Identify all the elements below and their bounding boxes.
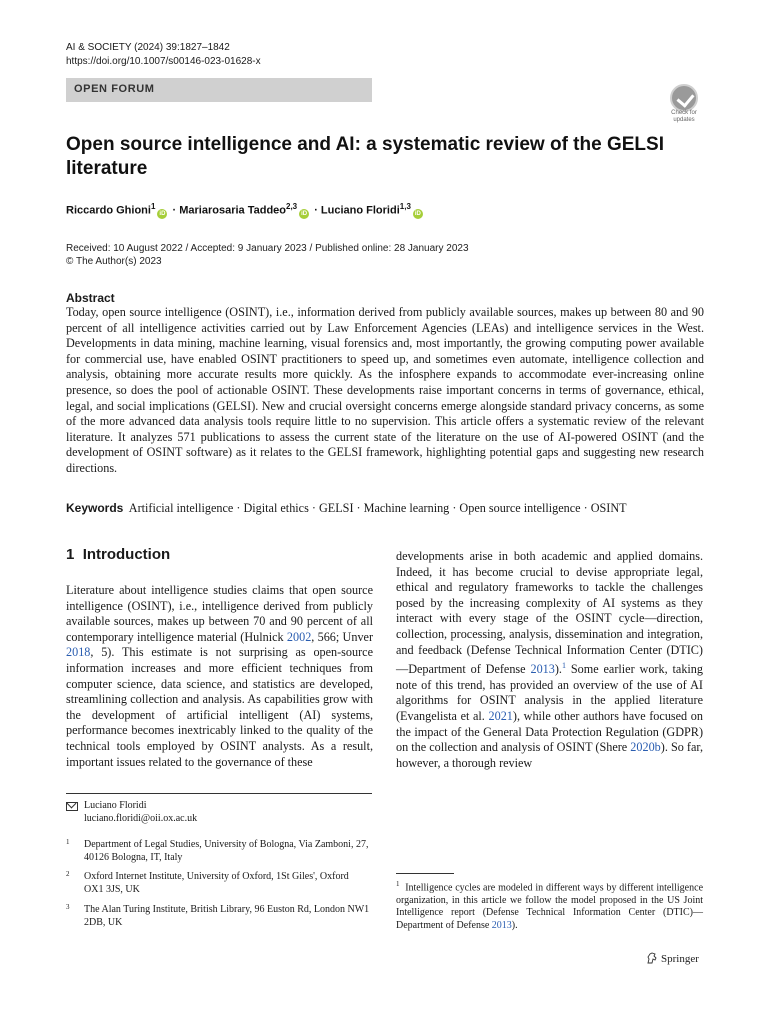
- doi-link[interactable]: https://doi.org/10.1007/s00146-023-01628-x: [66, 56, 261, 67]
- check-for-updates-badge[interactable]: [664, 84, 704, 124]
- abstract-text: Today, open source intelligence (OSINT), i.e., information derived from publicly available sources, makes up between 80 and 90 percent of all intelligence activities carried out by Law Enforcement Agencies (LEAs) and intelligence services in the West. Developments in data mining, machine learning, visual forensics and, most importantly, the growing computing power available for commercial use, have enabled OSINT practitioners to speed up, and sometimes even automate, intelligence collection and analysis, obtaining more accurate results more quickly. As the infosphere expands to accommodate ever-increasing online presence, so does the pool of actionable OSINT. These developments raise important concerns in terms of governance, ethical, legal, and social implications (GELSI). New and crucial oversight concerns emerge alongside standard privacy concerns, as some of the more advanced data analysis tools require little to no supervision. This article offers a systematic review of the relevant literature. It analyzes 571 publications to assess the current state of the literature on the use of AI-powered OSINT (and the development of OSINT software) as it relates to the GELSI framework, highlighting potential gaps and suggesting new research directions.: [66, 305, 704, 475]
- citation-link[interactable]: 2020b: [630, 740, 661, 755]
- citation-link[interactable]: 2013: [530, 662, 555, 677]
- citation-link[interactable]: 2021: [488, 709, 513, 723]
- dates-line: Received: 10 August 2022 / Accepted: 9 January 2023 / Published online: 28 January 2023: [66, 243, 469, 254]
- citation-link[interactable]: 2013: [491, 919, 512, 931]
- publisher-logo: [646, 952, 699, 965]
- orcid-icon[interactable]: iD: [414, 210, 421, 217]
- orcid-icon[interactable]: iD: [159, 210, 166, 217]
- abstract-heading: Abstract: [66, 291, 115, 305]
- open-forum-banner: [66, 78, 372, 102]
- keywords-text: Artificial intelligence · Digital ethics · GELSI · Machine learning · Open source intelligence · OSINT: [128, 501, 627, 515]
- author-name: Mariarosaria Taddeo: [179, 204, 286, 217]
- banner-label: OPEN FORUM: [74, 83, 155, 95]
- affiliation: 2 Oxford Internet Institute, University of Oxford, 1St Giles', Oxford OX1 3JS, UK: [66, 870, 349, 895]
- citation-link[interactable]: 2002: [286, 629, 312, 644]
- section-heading: 1 Introduction: [66, 546, 171, 563]
- keywords-label: Keywords: [66, 501, 124, 515]
- corresponding-author: Luciano Floridi: [84, 800, 147, 811]
- envelope-icon: [66, 802, 78, 811]
- intro-left-column: Literature about intelligence studies claims that open source intelligence (OSINT), i.e., intelligence derived from publicly available sources, makes up between 70 and 90 percent of all contemporary intelligence material (Hulnick 2002, 566; Unver 2018, 5). This estimate is not surprising as open-source information increases and more efficient techniques from computer science, data science, and statistics are developed, streamlining collection and analysis. As capabilities grow with the development of artificial intelligent (AI) systems, performance becomes inextricably linked to the quality of the technical tools employed by OSINT analysts. As a result, important issues related to the governance of these: [66, 583, 374, 769]
- springer-horse-icon: [646, 952, 658, 964]
- footnote-divider: [396, 873, 454, 874]
- affiliation: 1 Department of Legal Studies, University of Bologna, Via Zamboni, 27, 40126 Bologna, IT, Italy: [66, 838, 369, 863]
- author-name: Luciano Floridi: [320, 204, 400, 217]
- article-title: Open source intelligence and AI: a systematic review of the GELSI literature: [66, 134, 664, 179]
- copyright-line: © The Author(s) 2023: [66, 256, 162, 267]
- corresponding-email[interactable]: luciano.floridi@oii.ox.ac.uk: [84, 813, 198, 824]
- correspondence: [66, 799, 197, 825]
- check-badge-text: Check for updates: [671, 110, 697, 123]
- journal-citation: AI & SOCIETY (2024) 39:1827–1842: [66, 42, 230, 53]
- affiliation: 3 The Alan Turing Institute, British Library, 96 Euston Rd, London NW1 2DB, UK: [66, 903, 370, 928]
- check-icon: [670, 84, 698, 112]
- author-name: Riccardo Ghioni: [66, 204, 151, 217]
- citation-link[interactable]: 2018: [66, 645, 91, 660]
- footnote-divider: [66, 793, 372, 794]
- orcid-icon[interactable]: iD: [301, 210, 308, 217]
- author-list: Riccardo Ghioni$^1$iD · Mariarosaria Taddeo$^{2,3}$iD · Luciano Floridi$^{1,3}$iD: [66, 202, 421, 217]
- intro-right-column: developments arise in both academic and applied domains. Indeed, it has become crucial to devise appropriate legal, ethical and regulatory frameworks to tackle the challenges posed by the increasing complexity of AI systems as they interact with every stage of the OSINT cycle—direction, collection, processing, analysis, dissemination and integration, and feedback (Defense Technical Information Center (DTIC)—Department of Defense 2013).$^1$ Some earlier work, taking note of this trend, has provided an overview of the use of AI algorithms for OSINT analysis in the applied literature (Evangelista et al. 2021), while other authors have focused on the impact of the General Data Protection Regulation (GDPR) on the collection and analysis of OSINT (Shere 2020b). So far, however, a thorough review: [396, 549, 703, 770]
- publication-dates: [66, 242, 469, 268]
- keywords: [66, 500, 706, 516]
- publisher-name: Springer: [661, 953, 699, 965]
- footnote-marker[interactable]: 1: [561, 661, 566, 671]
- footnote: $^1$ Intelligence cycles are modeled in different ways by different intelligence organization, in this article we follow the model proposed in the US Joint Intelligence report (Defense Technical Information Center (DTIC)—Department of Defense 2013).: [396, 880, 704, 931]
